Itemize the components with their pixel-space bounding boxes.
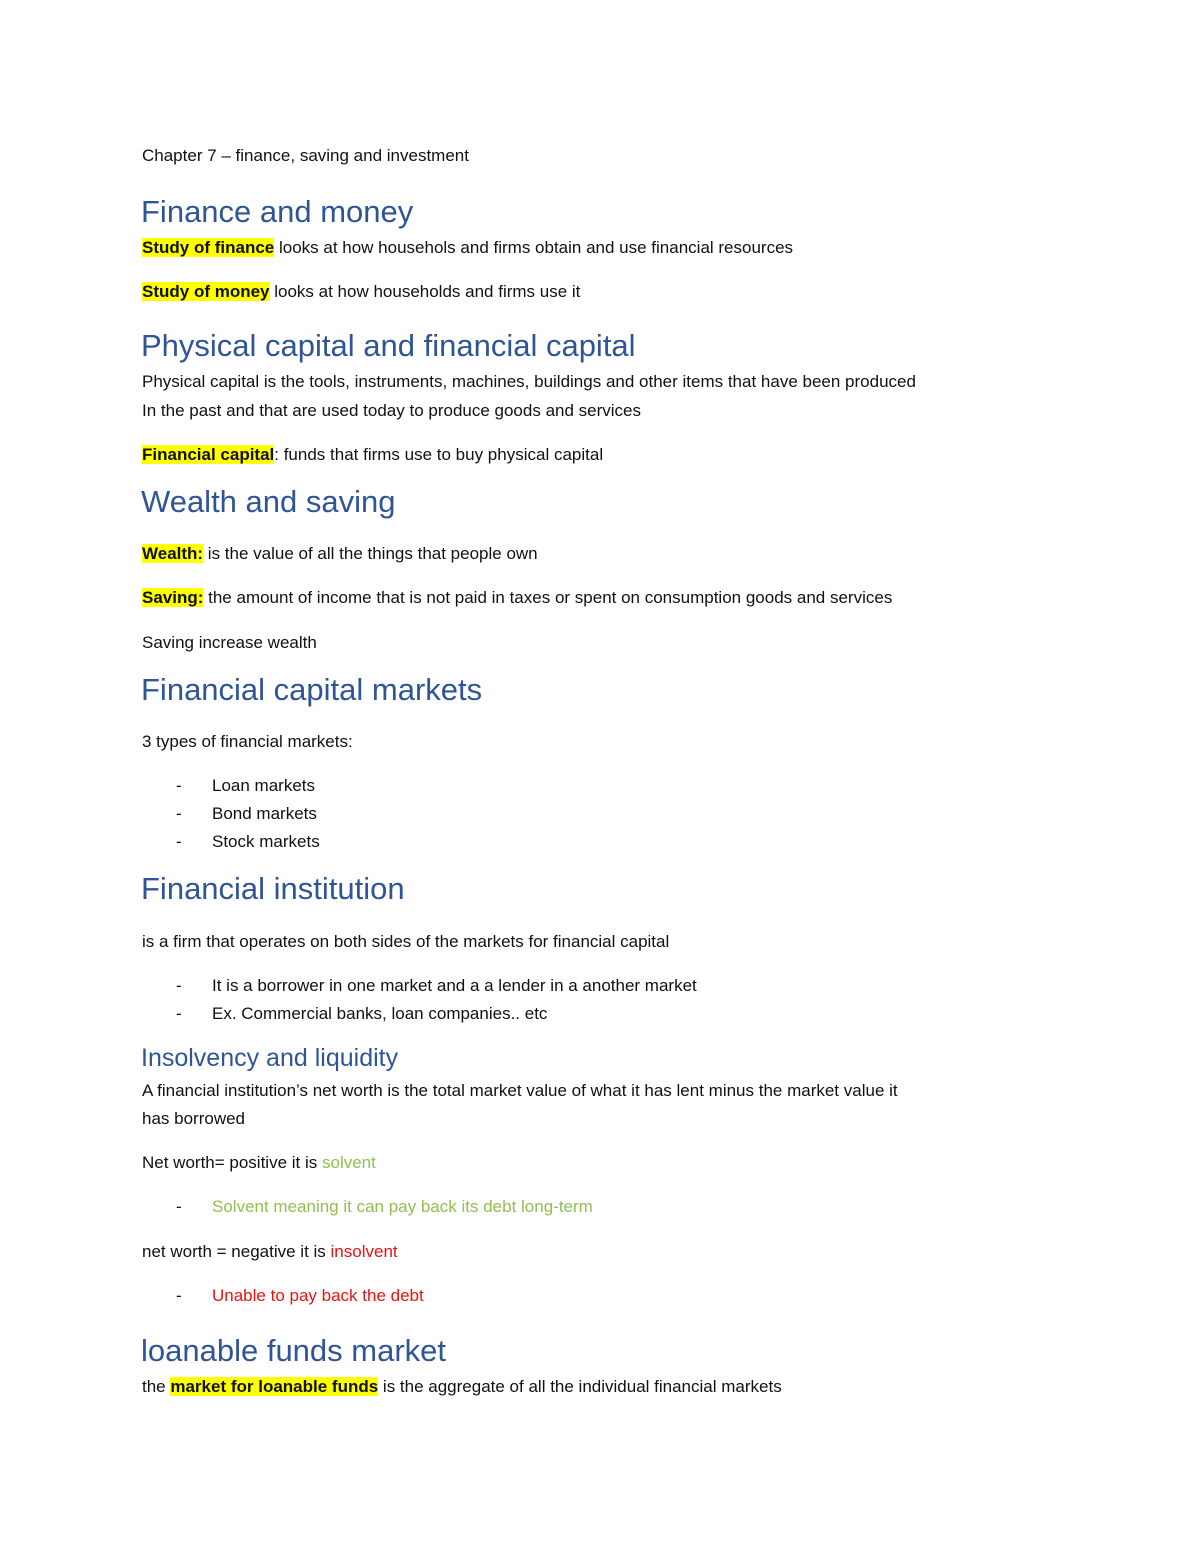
bullet-dash: - xyxy=(176,1004,182,1023)
insolvent-word: insolvent xyxy=(330,1242,398,1261)
paragraph-net-worth-line2: has borrowed xyxy=(142,1109,246,1128)
heading-loanable-funds-market: loanable funds market xyxy=(141,1333,447,1368)
heading-physical-and-financial-capital: Physical capital and financial capital xyxy=(141,328,636,363)
paragraph-text: is the aggregate of all the individual financial markets xyxy=(378,1377,782,1396)
bullet-dash: - xyxy=(176,776,182,795)
list-item-loan-markets: Loan markets xyxy=(212,776,315,795)
list-item-stock-markets: Stock markets xyxy=(212,832,320,851)
paragraph-physical-capital-line2: In the past and that are used today to produce goods and services xyxy=(142,401,642,420)
solvent-word: solvent xyxy=(322,1153,376,1172)
paragraph-text: Net worth= positive it is xyxy=(142,1153,322,1172)
highlight-term: Wealth: xyxy=(142,544,204,563)
paragraph-study-of-money xyxy=(142,281,580,303)
heading-financial-capital-markets: Financial capital markets xyxy=(141,672,483,707)
bullet-dash: - xyxy=(176,832,182,851)
paragraph-text: the xyxy=(142,1377,171,1396)
bullet-dash: - xyxy=(176,976,182,995)
paragraph-text: looks at how households and firms use it xyxy=(269,282,581,301)
highlight-term: Study of finance xyxy=(142,238,275,257)
paragraph-saving-increase-wealth: Saving increase wealth xyxy=(142,633,317,652)
highlight-term: Financial capital xyxy=(142,445,275,464)
paragraph-text: the amount of income that is not paid in taxes or spent on consumption goods and services xyxy=(203,588,893,607)
heading-insolvency-and-liquidity: Insolvency and liquidity xyxy=(141,1044,399,1072)
paragraph-net-worth-line1: A financial institution’s net worth is the total market value of what it has lent minus the market value it xyxy=(142,1081,898,1100)
paragraph-physical-capital-line1: Physical capital is the tools, instruments, machines, buildings and other items that have been produced xyxy=(142,372,916,391)
list-item-insolvent-meaning: Unable to pay back the debt xyxy=(212,1286,424,1305)
list-item-examples: Ex. Commercial banks, loan companies.. etc xyxy=(212,1004,548,1023)
paragraph-institution-definition: is a firm that operates on both sides of the markets for financial capital xyxy=(142,932,670,951)
paragraph-net-worth-positive xyxy=(142,1152,376,1174)
list-item-bond-markets: Bond markets xyxy=(212,804,317,823)
list-item-borrower-lender: It is a borrower in one market and a a lender in a another market xyxy=(212,976,697,995)
heading-financial-institution: Financial institution xyxy=(141,871,405,906)
paragraph-net-worth-negative xyxy=(142,1241,398,1263)
highlight-term: Study of money xyxy=(142,282,270,301)
paragraph-wealth xyxy=(142,543,538,565)
paragraph-financial-capital xyxy=(142,444,603,466)
paragraph-text: looks at how househols and firms obtain and use financial resources xyxy=(274,238,794,257)
heading-finance-and-money: Finance and money xyxy=(141,194,414,229)
paragraph-text: net worth = negative it is xyxy=(142,1242,331,1261)
heading-wealth-and-saving: Wealth and saving xyxy=(141,484,396,519)
paragraph-text: is the value of all the things that people own xyxy=(203,544,538,563)
paragraph-types-of-markets: 3 types of financial markets: xyxy=(142,732,353,751)
paragraph-loanable-funds xyxy=(142,1376,782,1398)
bullet-dash: - xyxy=(176,804,182,823)
highlight-term: Saving: xyxy=(142,588,204,607)
paragraph-saving xyxy=(142,587,892,609)
highlight-term: market for loanable funds xyxy=(170,1377,379,1396)
list-item-solvent-meaning: Solvent meaning it can pay back its debt long-term xyxy=(212,1197,593,1216)
chapter-title: Chapter 7 – finance, saving and investment xyxy=(142,146,469,165)
paragraph-study-of-finance xyxy=(142,237,793,259)
paragraph-text: : funds that firms use to buy physical capital xyxy=(274,445,604,464)
bullet-dash: - xyxy=(176,1197,182,1216)
bullet-dash: - xyxy=(176,1286,182,1305)
